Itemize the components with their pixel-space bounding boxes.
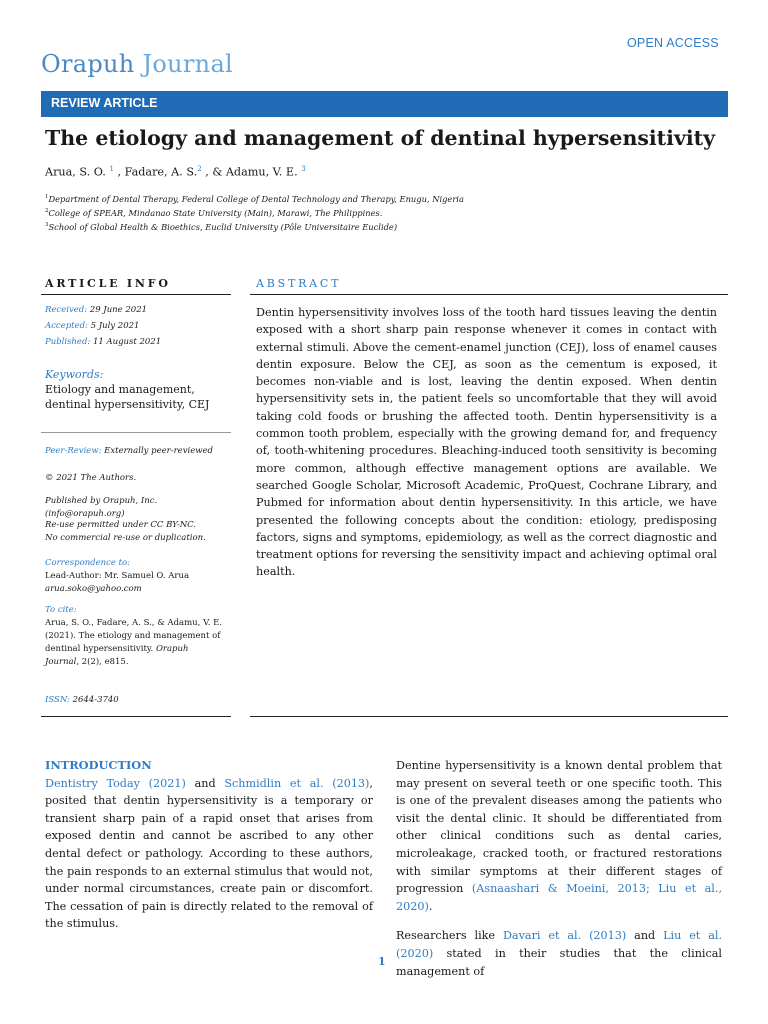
correspondence-name: Lead-Author: Mr. Samuel O. Arua bbox=[45, 571, 190, 581]
introduction-heading: INTRODUCTION bbox=[45, 758, 152, 772]
affiliation-number: 1 bbox=[45, 194, 49, 201]
citation-link[interactable]: Dentistry Today (2021) bbox=[45, 776, 186, 790]
citation-link[interactable]: (Asnaashari & Moeini, 2013; Liu et al., 2020) bbox=[396, 882, 723, 913]
affiliation-text: Department of Dental Therapy, Federal College of Dental Technology and Therapy, Enugu, Nigeria bbox=[48, 194, 464, 204]
divider bbox=[41, 294, 231, 295]
intro-paragraph: Dentistry Today (2021) and Schmidlin et al. (2013), posited that dentin hypersensitivity is a temporary or transient sharp pain of a rapid onset that arises from exposed dentin and cannot be ascribed to any other dental defect or pathology. According to these authors, the pain responds to an external stimulus that would not, under normal circumstances, create pain or discomfort. The cessation of pain is directly related to the removal of the stimulus. bbox=[45, 776, 373, 931]
author-name: , & Adamu, V. E. bbox=[205, 165, 298, 179]
body-paragraph: Dentine hypersensitivity is a known dental problem that may present on several teeth or one specific tooth. This is one of the prevalent diseases among the patients who visit the dental clinic. It should be differentiated from other clinical conditions such as dental caries, microleakage, cracked tooth, or fractured restorations with similar symptoms at their different stages of progression (Asnaashari & Moeini, 2013; Liu et al., 2020). bbox=[396, 759, 723, 913]
license-line: Re-use permitted under CC BY-NC. bbox=[45, 520, 197, 530]
author-name: , Fadare, A. S. bbox=[117, 165, 198, 179]
affiliation bbox=[45, 208, 382, 218]
correspondence-label: Correspondence to: bbox=[45, 558, 131, 568]
author-affil-ref[interactable]: 1 bbox=[109, 165, 114, 173]
divider bbox=[41, 432, 231, 433]
citation-link[interactable]: Davari et al. (2013) bbox=[502, 929, 627, 943]
divider bbox=[250, 294, 728, 295]
open-access-label: OPEN ACCESS bbox=[627, 36, 719, 50]
author-affil-ref[interactable]: 2 bbox=[197, 165, 202, 173]
citation-block bbox=[45, 604, 225, 669]
abstract-heading: ABSTRACT bbox=[256, 277, 342, 290]
affiliation bbox=[45, 222, 397, 232]
article-title: The etiology and management of dentinal hypersensitivity bbox=[45, 126, 716, 150]
dates-block bbox=[45, 304, 227, 349]
journal-logo bbox=[41, 50, 233, 78]
article-info-heading: ARTICLE INFO bbox=[45, 277, 171, 290]
license-line: No commercial re-use or duplication. bbox=[45, 533, 206, 543]
page-number: 1 bbox=[378, 955, 386, 968]
affiliation-text: College of SPEAR, Mindanao State University (Main), Marawi, The Philippines. bbox=[48, 208, 383, 218]
citation-text: Arua, S. O., Fadare, A. S., & Adamu, V. E. (2021). The etiology and management of dentinal hypersensitivity. Orapuh Journal, 2(2), e815. bbox=[45, 618, 223, 667]
affiliation-number: 2 bbox=[45, 208, 49, 215]
accepted-date: Accepted: 5 July 2021 bbox=[45, 321, 140, 331]
issn: ISSN: 2644-3740 bbox=[45, 695, 119, 705]
journal-name-part2: Journal bbox=[142, 50, 234, 78]
citation-link[interactable]: Liu et al. (2020) bbox=[396, 929, 722, 960]
divider bbox=[250, 716, 728, 717]
publisher-info: Published by Orapuh, Inc. (info@orapuh.org) bbox=[45, 496, 158, 519]
divider bbox=[41, 716, 231, 717]
keywords-text: Etiology and management, dentinal hypersensitivity, CEJ bbox=[45, 383, 210, 411]
author-name: Arua, S. O. bbox=[45, 165, 106, 179]
keywords-label: Keywords: bbox=[45, 368, 104, 381]
received-date: Received: 29 June 2021 bbox=[45, 305, 148, 315]
copyright: © 2021 The Authors. bbox=[45, 473, 137, 483]
article-type-label: REVIEW ARTICLE bbox=[51, 96, 158, 110]
keywords-block bbox=[45, 367, 227, 412]
citation-link[interactable]: Schmidlin et al. (2013) bbox=[224, 776, 370, 790]
peer-review: Peer-Review: Externally peer-reviewed bbox=[45, 446, 213, 456]
affiliation-number: 3 bbox=[45, 222, 49, 229]
abstract-text: Dentin hypersensitivity involves loss of the tooth hard tissues leaving the dentin exposed with a short sharp pain response whenever it comes in contact with external stimuli. Above the cement-enamel junction (CEJ), loss of enamel causes dentin exposure. Below the CEJ, as soon as the cementum is exposed, it becomes non-viable and is lost, leaving the dentin exposed. When dentin hypersensitivity sets in, the patient feels so uncomfortable that they will avoid taking cold foods or brushing the affected tooth. Dentin hypersensitivity is a common tooth problem, especially with the growing demand for, and frequency of, tooth-whitening procedures. Bleaching-induced tooth sensitivity is becoming more common, although effective management options are available. We searched Google Scholar, Microsoft Academic, ProQuest, Cochrane Library, and Pubmed for information about dentin hypersensitivity. In this article, we have presented the following concepts about the condition: etiology, predisposing factors, signs and symptoms, epidemiology, as well as the correct diagnostic and treatment options for reversing the sensitivity impact and achieving optimal oral health. bbox=[256, 306, 717, 579]
affiliation bbox=[45, 194, 464, 204]
body-right-column bbox=[396, 757, 722, 980]
license-info bbox=[45, 519, 227, 545]
journal-name-part1: Orapuh bbox=[41, 50, 135, 78]
article-type-banner bbox=[41, 91, 728, 117]
affiliation-text: School of Global Health & Bioethics, Euclid University (Pôle Universitaire Euclide) bbox=[48, 222, 398, 232]
body-paragraph: Researchers like Davari et al. (2013) and Liu et al. (2020) stated in their studies that the clinical management of bbox=[396, 929, 722, 978]
author-affil-ref[interactable]: 3 bbox=[301, 165, 306, 173]
cite-label: To cite: bbox=[45, 605, 77, 615]
author-list bbox=[45, 165, 306, 179]
correspondence-block bbox=[45, 557, 227, 596]
correspondence-email[interactable]: arua.soko@yahoo.com bbox=[45, 584, 142, 594]
body-left-column bbox=[45, 757, 373, 933]
published-date: Published: 11 August 2021 bbox=[45, 337, 162, 347]
